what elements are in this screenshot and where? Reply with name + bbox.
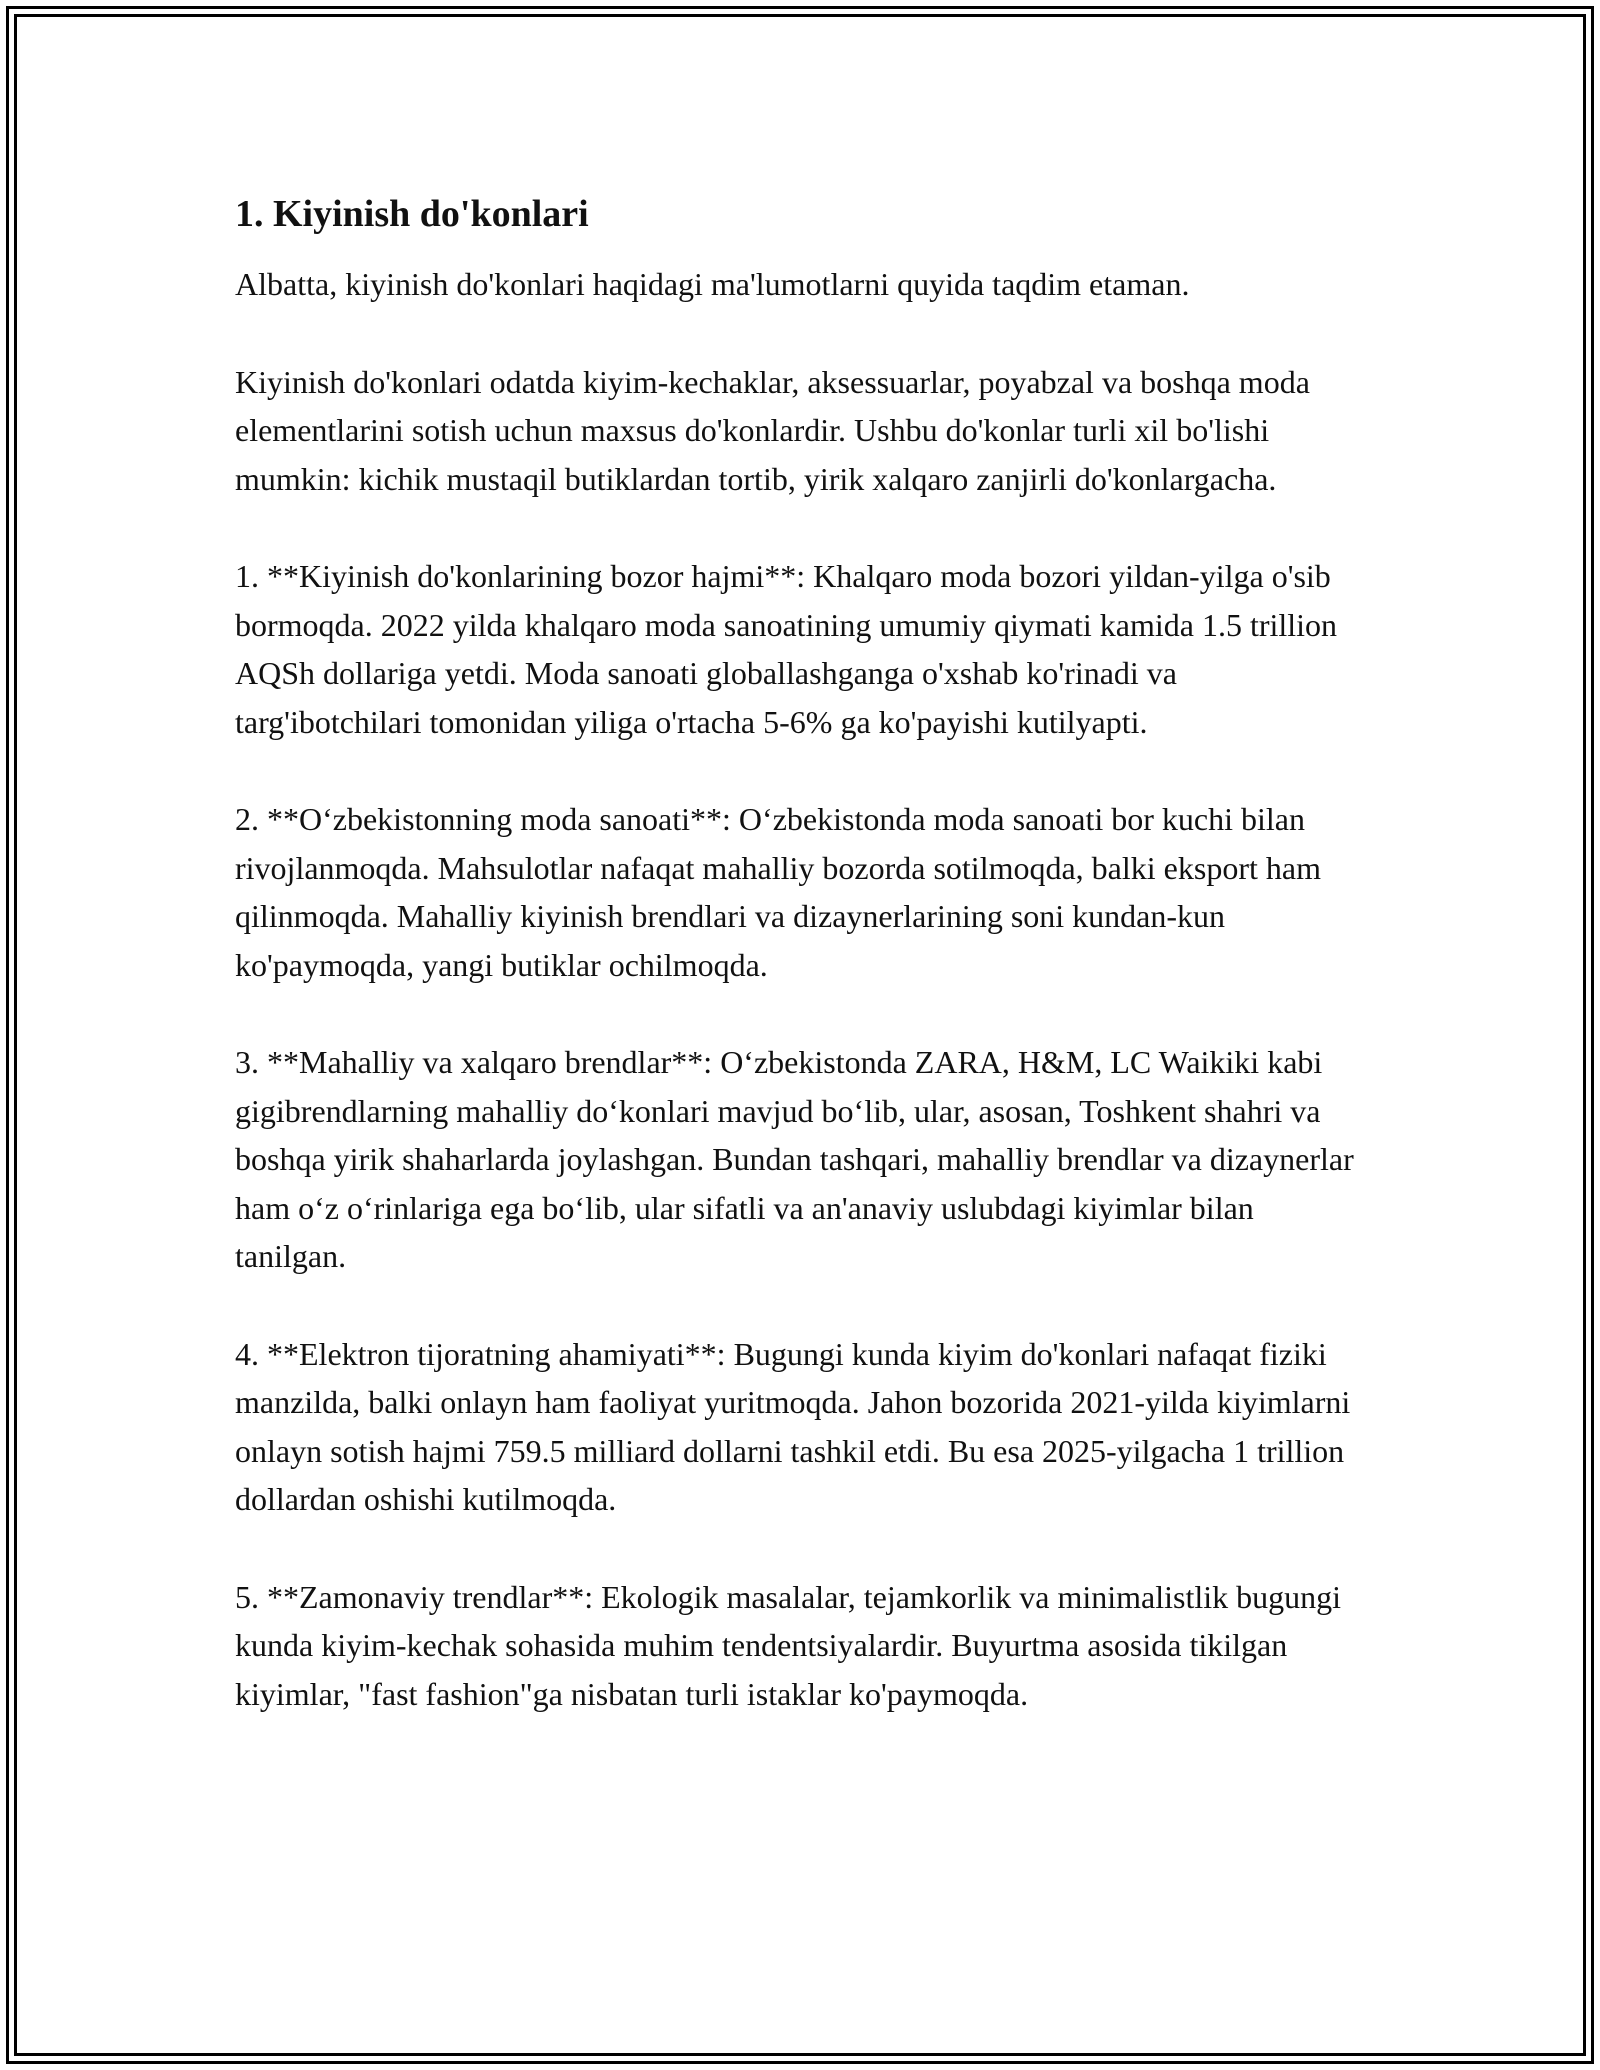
intro-paragraph: Albatta, kiyinish do'konlari haqidagi ma'lumotlarni quyida taqdim etaman.: [235, 266, 1190, 302]
paragraph-uzbek-fashion: 2. **O‘zbekistonning moda sanoati**: O‘zbekistonda moda sanoati bor kuchi bilan rivojlanmoqda. Mahsulotlar nafaqat mahalliy bozorda sotilmoqda, balki eksport ham qilinmoqda. Mahalliy kiyinish brendlari va dizaynerlarining soni kundan-kun ko'paymoqda, yangi butiklar ochilmoqda.: [235, 801, 1321, 983]
paragraph-brands: 3. **Mahalliy va xalqaro brendlar**: O‘zbekistonda ZARA, H&M, LC Waikiki kabi gigibrendlarning mahalliy do‘konlari mavjud bo‘lib, ular, asosan, Toshkent shahri va boshqa yirik shaharlarda joylashgan. Bundan tashqari, mahalliy brendlar va dizaynerlar ham o‘z o‘rinlariga ega bo‘lib, ular sifatli va an'anaviy uslubdagi kiyimlar bilan tanilgan.: [235, 1044, 1354, 1274]
paragraph-market-size: 1. **Kiyinish do'konlarining bozor hajmi**: Khalqaro moda bozori yildan-yilga o'sib bormoqda. 2022 yilda khalqaro moda sanoatining umumiy qiymati kamida 1.5 trillion AQSh dollariga yetdi. Moda sanoati globallashganga o'xshab ko'rinadi va targ'ibotchilari tomonidan yiliga o'rtacha 5-6% ga ko'payishi kutilyapti.: [235, 558, 1338, 740]
paragraph-overview: Kiyinish do'konlari odatda kiyim-kechaklar, aksessuarlar, poyabzal va boshqa moda elementlarini sotish uchun maxsus do'konlardir. Ushbu do'konlar turli xil bo'lishi mumkin: kichik mustaqil butiklardan tortib, yirik xalqaro zanjirli do'konlargacha.: [235, 363, 1310, 497]
paragraph-trends: 5. **Zamonaviy trendlar**: Ekologik masalalar, tejamkorlik va minimalistlik bugungi kunda kiyim-kechak sohasida muhim tendentsiyalardir. Buyurtma asosida tikilgan kiyimlar, "fast fashion"ga nisbatan turli istaklar ko'paymoqda.: [235, 1578, 1342, 1712]
document-title: 1. Kiyinish do'konlari: [235, 193, 589, 235]
document-body: [235, 188, 1365, 1767]
paragraph-ecommerce: 4. **Elektron tijoratning ahamiyati**: Bugungi kunda kiyim do'konlari nafaqat fiziki manzilda, balki onlayn ham faoliyat yuritmoqda. Jahon bozorida 2021-yilda kiyimlarni onlayn sotish hajmi 759.5 milliard dollarni tashkil etdi. Bu esa 2025-yilgacha 1 trillion dollardan oshishi kutilmoqda.: [235, 1335, 1351, 1517]
